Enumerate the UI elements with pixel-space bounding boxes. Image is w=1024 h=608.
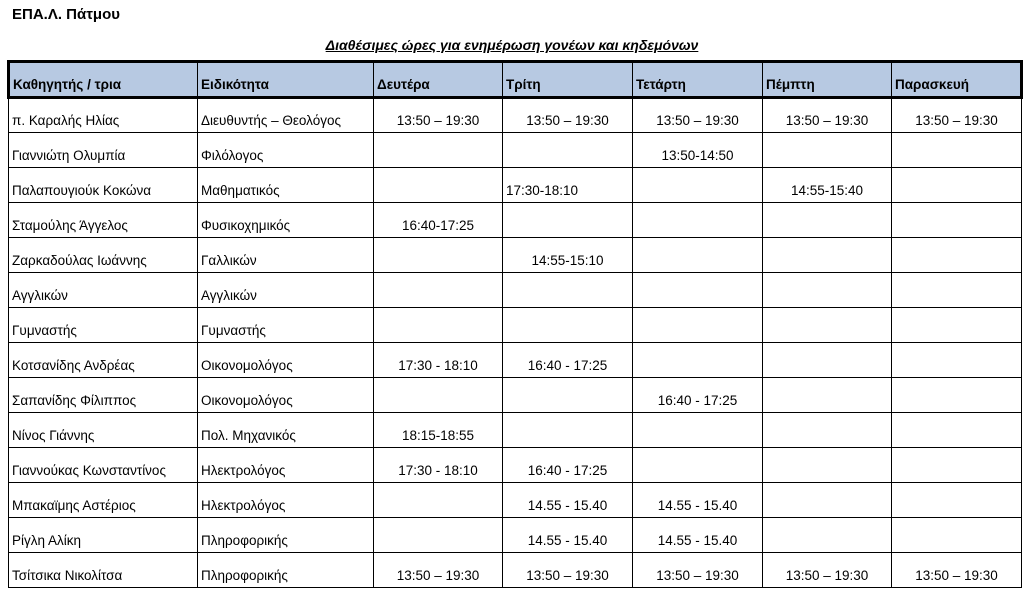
teacher-cell: Γιαννούκας Κωνσταντίνος bbox=[9, 448, 198, 483]
teacher-cell: Σαπανίδης Φίλιππος bbox=[9, 378, 198, 413]
column-header-specialty: Ειδικότητα bbox=[198, 62, 374, 98]
table-row bbox=[9, 203, 1022, 238]
wednesday-time-cell bbox=[633, 238, 763, 273]
friday-time-cell bbox=[892, 518, 1022, 553]
monday-time-cell bbox=[374, 518, 503, 553]
tuesday-time-cell: 17:30-18:10 bbox=[503, 168, 633, 203]
teacher-cell: Ρίγλη Αλίκη bbox=[9, 518, 198, 553]
wednesday-time-cell bbox=[633, 308, 763, 343]
teacher-cell: π. Καραλής Ηλίας bbox=[9, 98, 198, 133]
specialty-cell: Φυσικοχημικός bbox=[198, 203, 374, 238]
friday-time-cell bbox=[892, 308, 1022, 343]
tuesday-time-cell bbox=[503, 133, 633, 168]
thursday-time-cell: 13:50 – 19:30 bbox=[763, 98, 892, 133]
monday-time-cell: 18:15-18:55 bbox=[374, 413, 503, 448]
specialty-cell: Ηλεκτρολόγος bbox=[198, 448, 374, 483]
thursday-time-cell bbox=[763, 308, 892, 343]
header-row bbox=[9, 62, 1022, 98]
tuesday-time-cell bbox=[503, 378, 633, 413]
tuesday-time-cell bbox=[503, 413, 633, 448]
friday-time-cell: 13:50 – 19:30 bbox=[892, 553, 1022, 588]
teacher-cell: Γυμναστής bbox=[9, 308, 198, 343]
tuesday-time-cell bbox=[503, 203, 633, 238]
specialty-cell: Πληροφορικής bbox=[198, 518, 374, 553]
friday-time-cell: 13:50 – 19:30 bbox=[892, 98, 1022, 133]
table-row bbox=[9, 238, 1022, 273]
table-row bbox=[9, 448, 1022, 483]
table-row bbox=[9, 378, 1022, 413]
table-row bbox=[9, 168, 1022, 203]
teacher-cell: Νίνος Γιάννης bbox=[9, 413, 198, 448]
table-row bbox=[9, 483, 1022, 518]
table-row bbox=[9, 308, 1022, 343]
friday-time-cell bbox=[892, 413, 1022, 448]
monday-time-cell bbox=[374, 168, 503, 203]
wednesday-time-cell bbox=[633, 203, 763, 238]
specialty-cell: Οικονομολόγος bbox=[198, 378, 374, 413]
tuesday-time-cell: 16:40 - 17:25 bbox=[503, 343, 633, 378]
thursday-time-cell bbox=[763, 378, 892, 413]
table-row bbox=[9, 133, 1022, 168]
tuesday-time-cell: 14.55 - 15.40 bbox=[503, 518, 633, 553]
tuesday-time-cell: 13:50 – 19:30 bbox=[503, 553, 633, 588]
table-row bbox=[9, 343, 1022, 378]
document-title: Διαθέσιμες ώρες για ενημέρωση γονέων και κηδεμόνων bbox=[325, 37, 699, 53]
friday-time-cell bbox=[892, 168, 1022, 203]
wednesday-time-cell: 14.55 - 15.40 bbox=[633, 518, 763, 553]
wednesday-time-cell: 14.55 - 15.40 bbox=[633, 483, 763, 518]
thursday-time-cell bbox=[763, 343, 892, 378]
specialty-cell: Ηλεκτρολόγος bbox=[198, 483, 374, 518]
wednesday-time-cell bbox=[633, 413, 763, 448]
monday-time-cell bbox=[374, 133, 503, 168]
friday-time-cell bbox=[892, 203, 1022, 238]
teacher-cell: Αγγλικών bbox=[9, 273, 198, 308]
thursday-time-cell bbox=[763, 133, 892, 168]
table-row bbox=[9, 553, 1022, 588]
column-header-monday: Δευτέρα bbox=[374, 62, 503, 98]
teacher-cell: Μπακαϊμης Αστέριος bbox=[9, 483, 198, 518]
thursday-time-cell: 13:50 – 19:30 bbox=[763, 553, 892, 588]
thursday-time-cell bbox=[763, 448, 892, 483]
column-header-wednesday: Τετάρτη bbox=[633, 62, 763, 98]
specialty-cell: Διευθυντής – Θεολόγος bbox=[198, 98, 374, 133]
thursday-time-cell: 14:55-15:40 bbox=[763, 168, 892, 203]
schedule-body bbox=[9, 98, 1022, 588]
wednesday-time-cell: 13:50-14:50 bbox=[633, 133, 763, 168]
thursday-time-cell bbox=[763, 413, 892, 448]
wednesday-time-cell: 13:50 – 19:30 bbox=[633, 98, 763, 133]
table-row bbox=[9, 273, 1022, 308]
tuesday-time-cell: 13:50 – 19:30 bbox=[503, 98, 633, 133]
teacher-cell: Τσίτσικα Νικολίτσα bbox=[9, 553, 198, 588]
friday-time-cell bbox=[892, 448, 1022, 483]
specialty-cell: Αγγλικών bbox=[198, 273, 374, 308]
wednesday-time-cell bbox=[633, 168, 763, 203]
thursday-time-cell bbox=[763, 238, 892, 273]
specialty-cell: Μαθηματικός bbox=[198, 168, 374, 203]
table-row bbox=[9, 98, 1022, 133]
wednesday-time-cell bbox=[633, 343, 763, 378]
tuesday-time-cell bbox=[503, 273, 633, 308]
teacher-cell: Παλαπουγιούκ Κοκώνα bbox=[9, 168, 198, 203]
monday-time-cell: 16:40-17:25 bbox=[374, 203, 503, 238]
tuesday-time-cell bbox=[503, 308, 633, 343]
wednesday-time-cell bbox=[633, 448, 763, 483]
specialty-cell: Οικονομολόγος bbox=[198, 343, 374, 378]
friday-time-cell bbox=[892, 343, 1022, 378]
monday-time-cell: 17:30 - 18:10 bbox=[374, 343, 503, 378]
teacher-cell: Σταμούλης Άγγελος bbox=[9, 203, 198, 238]
schedule-table bbox=[7, 60, 1023, 588]
tuesday-time-cell: 16:40 - 17:25 bbox=[503, 448, 633, 483]
monday-time-cell: 13:50 – 19:30 bbox=[374, 553, 503, 588]
monday-time-cell bbox=[374, 238, 503, 273]
specialty-cell: Φιλόλογος bbox=[198, 133, 374, 168]
specialty-cell: Γαλλικών bbox=[198, 238, 374, 273]
column-header-tuesday: Τρίτη bbox=[503, 62, 633, 98]
wednesday-time-cell: 13:50 – 19:30 bbox=[633, 553, 763, 588]
monday-time-cell: 17:30 - 18:10 bbox=[374, 448, 503, 483]
monday-time-cell bbox=[374, 378, 503, 413]
wednesday-time-cell: 16:40 - 17:25 bbox=[633, 378, 763, 413]
teacher-cell: Κοτσανίδης Ανδρέας bbox=[9, 343, 198, 378]
friday-time-cell bbox=[892, 238, 1022, 273]
column-header-thursday: Πέμπτη bbox=[763, 62, 892, 98]
wednesday-time-cell bbox=[633, 273, 763, 308]
monday-time-cell: 13:50 – 19:30 bbox=[374, 98, 503, 133]
friday-time-cell bbox=[892, 273, 1022, 308]
thursday-time-cell bbox=[763, 518, 892, 553]
table-row bbox=[9, 413, 1022, 448]
specialty-cell: Πολ. Μηχανικός bbox=[198, 413, 374, 448]
tuesday-time-cell: 14:55-15:10 bbox=[503, 238, 633, 273]
specialty-cell: Πληροφορικής bbox=[198, 553, 374, 588]
friday-time-cell bbox=[892, 133, 1022, 168]
monday-time-cell bbox=[374, 308, 503, 343]
column-header-teacher: Καθηγητής / τρια bbox=[9, 62, 198, 98]
thursday-time-cell bbox=[763, 483, 892, 518]
friday-time-cell bbox=[892, 483, 1022, 518]
thursday-time-cell bbox=[763, 273, 892, 308]
table-row bbox=[9, 518, 1022, 553]
column-header-friday: Παρασκευή bbox=[892, 62, 1022, 98]
school-name: ΕΠΑ.Λ. Πάτμου bbox=[12, 6, 120, 23]
teacher-cell: Ζαρκαδούλας Ιωάννης bbox=[9, 238, 198, 273]
monday-time-cell bbox=[374, 273, 503, 308]
friday-time-cell bbox=[892, 378, 1022, 413]
thursday-time-cell bbox=[763, 203, 892, 238]
specialty-cell: Γυμναστής bbox=[198, 308, 374, 343]
teacher-cell: Γιαννιώτη Ολυμπία bbox=[9, 133, 198, 168]
tuesday-time-cell: 14.55 - 15.40 bbox=[503, 483, 633, 518]
monday-time-cell bbox=[374, 483, 503, 518]
